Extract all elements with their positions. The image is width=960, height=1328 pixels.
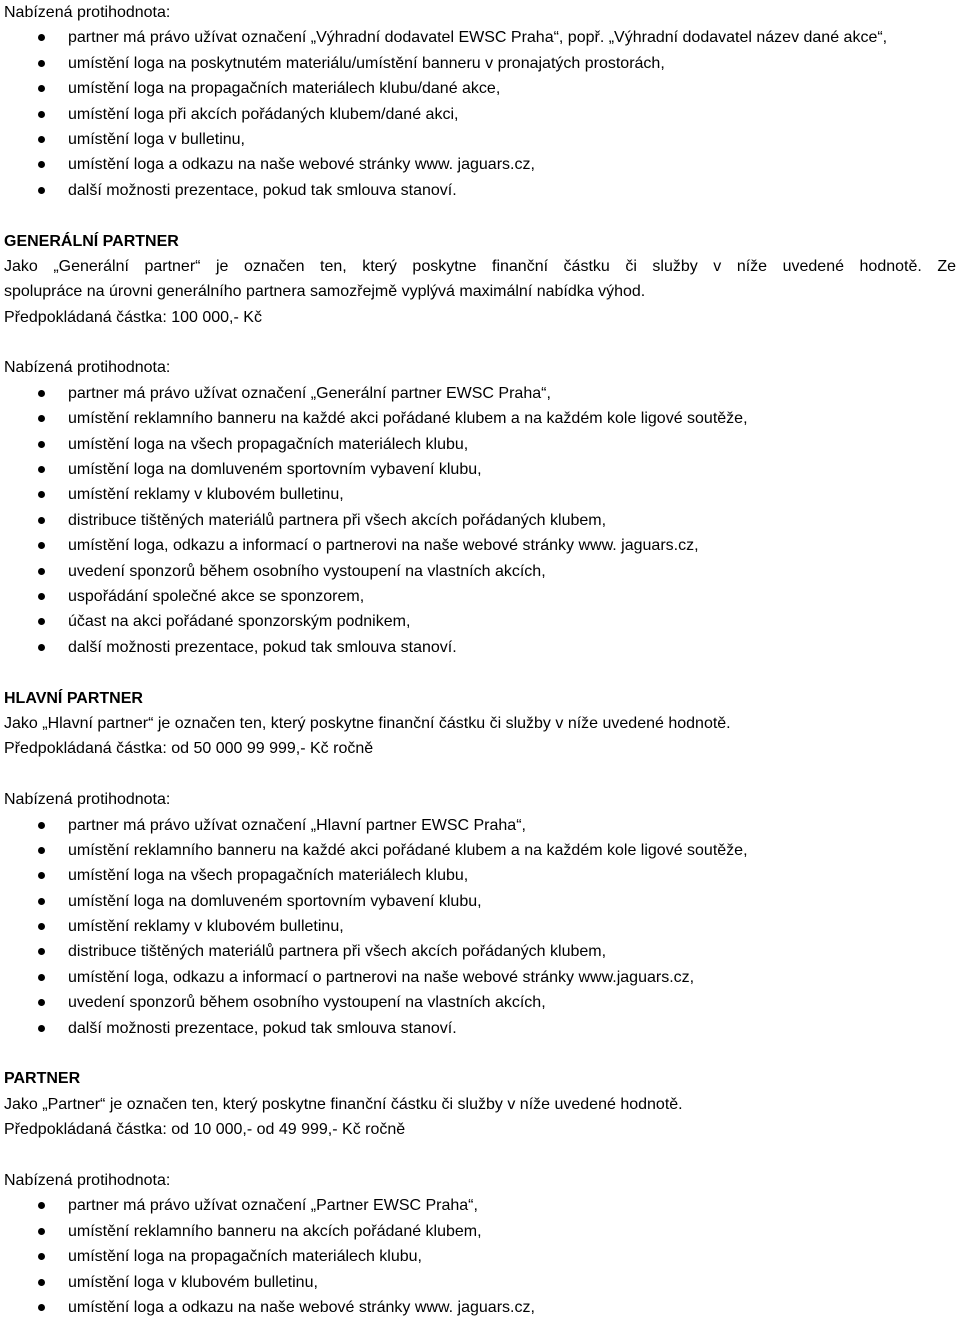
list-item: umístění reklamního banneru na každé akci pořádané klubem a na každém kole ligové soutěže,: [4, 838, 956, 863]
general-partner-offer-list: [4, 381, 956, 660]
list-item: umístění loga na poskytnutém materiálu/umístění banneru v pronajatých prostorách,: [4, 51, 956, 76]
document-page: [4, 0, 956, 1320]
offer-label: Nabízená protihodnota:: [4, 359, 171, 377]
partner-offer-list: [4, 1193, 956, 1320]
list-item: umístění loga, odkazu a informací o partnerovi na naše webové stránky www. jaguars.cz,: [4, 533, 956, 558]
bullet-icon: [38, 1202, 45, 1209]
bullet-icon: [38, 923, 45, 930]
bullet-icon: [38, 491, 45, 498]
amount-text: Předpokládaná částka: od 50 000 99 999,- Kč ročně: [4, 740, 374, 758]
section-description: Jako „Hlavní partner“ je označen ten, který poskytne finanční částku či služby v níže uvedené hodnotě.: [4, 714, 731, 732]
list-item: další možnosti prezentace, pokud tak smlouva stanoví.: [4, 635, 956, 660]
bullet-icon: [38, 85, 45, 92]
list-item: umístění loga v klubovém bulletinu,: [4, 1270, 956, 1295]
bullet-icon: [38, 441, 45, 448]
bullet-icon: [38, 1025, 45, 1032]
bullet-icon: [38, 1304, 45, 1311]
bullet-icon: [38, 517, 45, 524]
amount-text: Předpokládaná částka: 100 000,- Kč: [4, 308, 262, 326]
list-item: další možnosti prezentace, pokud tak smlouva stanoví.: [4, 1016, 956, 1041]
list-item: umístění loga, odkazu a informací o partnerovi na naše webové stránky www.jaguars.cz,: [4, 965, 956, 990]
bullet-icon: [38, 161, 45, 168]
list-item: umístění loga a odkazu na naše webové stránky www. jaguars.cz,: [4, 1295, 956, 1320]
bullet-icon: [38, 593, 45, 600]
top-offer-list: [4, 25, 956, 203]
bullet-icon: [38, 872, 45, 879]
bullet-icon: [38, 568, 45, 575]
bullet-icon: [38, 822, 45, 829]
bullet-icon: [38, 1253, 45, 1260]
list-item: umístění loga na všech propagačních materiálech klubu,: [4, 432, 956, 457]
section-description: Jako „Generální partner“ je označen ten, který poskytne finanční částku či služby v níže uvedené hodnotě. Ze: [4, 257, 956, 275]
bullet-icon: [38, 999, 45, 1006]
list-item: uvedení sponzorů během osobního vystoupení na vlastních akcích,: [4, 559, 956, 584]
offer-label: Nabízená protihodnota:: [4, 1171, 171, 1189]
list-item: umístění reklamního banneru na každé akci pořádané klubem a na každém kole ligové soutěže,: [4, 406, 956, 431]
list-item: umístění loga v bulletinu,: [4, 127, 956, 152]
list-item: uspořádání společné akce se sponzorem,: [4, 584, 956, 609]
list-item: umístění reklamního banneru na akcích pořádané klubem,: [4, 1219, 956, 1244]
list-item: distribuce tištěných materiálů partnera při všech akcích pořádaných klubem,: [4, 508, 956, 533]
section-description: spolupráce na úrovni generálního partnera samozřejmě vyplývá maximální nabídka výhod.: [4, 283, 646, 301]
bullet-icon: [38, 390, 45, 397]
list-item: partner má právo užívat označení „Hlavní partner EWSC Praha“,: [4, 813, 956, 838]
offer-label: Nabízená protihodnota:: [4, 4, 171, 21]
list-item: umístění loga na všech propagačních materiálech klubu,: [4, 863, 956, 888]
section-description: Jako „Partner“ je označen ten, který poskytne finanční částku či služby v níže uvedené hodnotě.: [4, 1095, 683, 1113]
list-item: účast na akci pořádané sponzorským podnikem,: [4, 609, 956, 634]
list-item: další možnosti prezentace, pokud tak smlouva stanoví.: [4, 178, 956, 203]
list-item: umístění loga a odkazu na naše webové stránky www. jaguars.cz,: [4, 152, 956, 177]
bullet-icon: [38, 136, 45, 143]
list-item: umístění loga na propagačních materiálech klubu,: [4, 1244, 956, 1269]
list-item: umístění loga na domluveném sportovním vybavení klubu,: [4, 889, 956, 914]
amount-text: Předpokládaná částka: od 10 000,- od 49 999,- Kč ročně: [4, 1121, 406, 1139]
list-item: distribuce tištěných materiálů partnera při všech akcích pořádaných klubem,: [4, 939, 956, 964]
bullet-icon: [38, 111, 45, 118]
offer-label: Nabízená protihodnota:: [4, 791, 171, 809]
list-item: partner má právo užívat označení „Výhradní dodavatel EWSC Praha“, popř. „Výhradní dodavatel název dané akce“,: [4, 25, 956, 50]
bullet-icon: [38, 34, 45, 41]
bullet-icon: [38, 415, 45, 422]
bullet-icon: [38, 644, 45, 651]
bullet-icon: [38, 187, 45, 194]
list-item: umístění reklamy v klubovém bulletinu,: [4, 482, 956, 507]
list-item: partner má právo užívat označení „Generální partner EWSC Praha“,: [4, 381, 956, 406]
list-item: uvedení sponzorů během osobního vystoupení na vlastních akcích,: [4, 990, 956, 1015]
list-item: umístění loga při akcích pořádaných klubem/dané akci,: [4, 102, 956, 127]
bullet-icon: [38, 542, 45, 549]
bullet-icon: [38, 898, 45, 905]
bullet-icon: [38, 618, 45, 625]
list-item: umístění loga na domluveném sportovním vybavení klubu,: [4, 457, 956, 482]
list-item: umístění reklamy v klubovém bulletinu,: [4, 914, 956, 939]
bullet-icon: [38, 974, 45, 981]
bullet-icon: [38, 1228, 45, 1235]
section-heading: HLAVNÍ PARTNER: [4, 689, 143, 707]
section-heading: PARTNER: [4, 1070, 81, 1088]
list-item: umístění loga na propagačních materiálech klubu/dané akce,: [4, 76, 956, 101]
main-partner-offer-list: [4, 813, 956, 1042]
bullet-icon: [38, 1279, 45, 1286]
bullet-icon: [38, 847, 45, 854]
bullet-icon: [38, 466, 45, 473]
section-heading: GENERÁLNÍ PARTNER: [4, 232, 179, 250]
list-item: partner má právo užívat označení „Partner EWSC Praha“,: [4, 1193, 956, 1218]
bullet-icon: [38, 60, 45, 67]
bullet-icon: [38, 948, 45, 955]
